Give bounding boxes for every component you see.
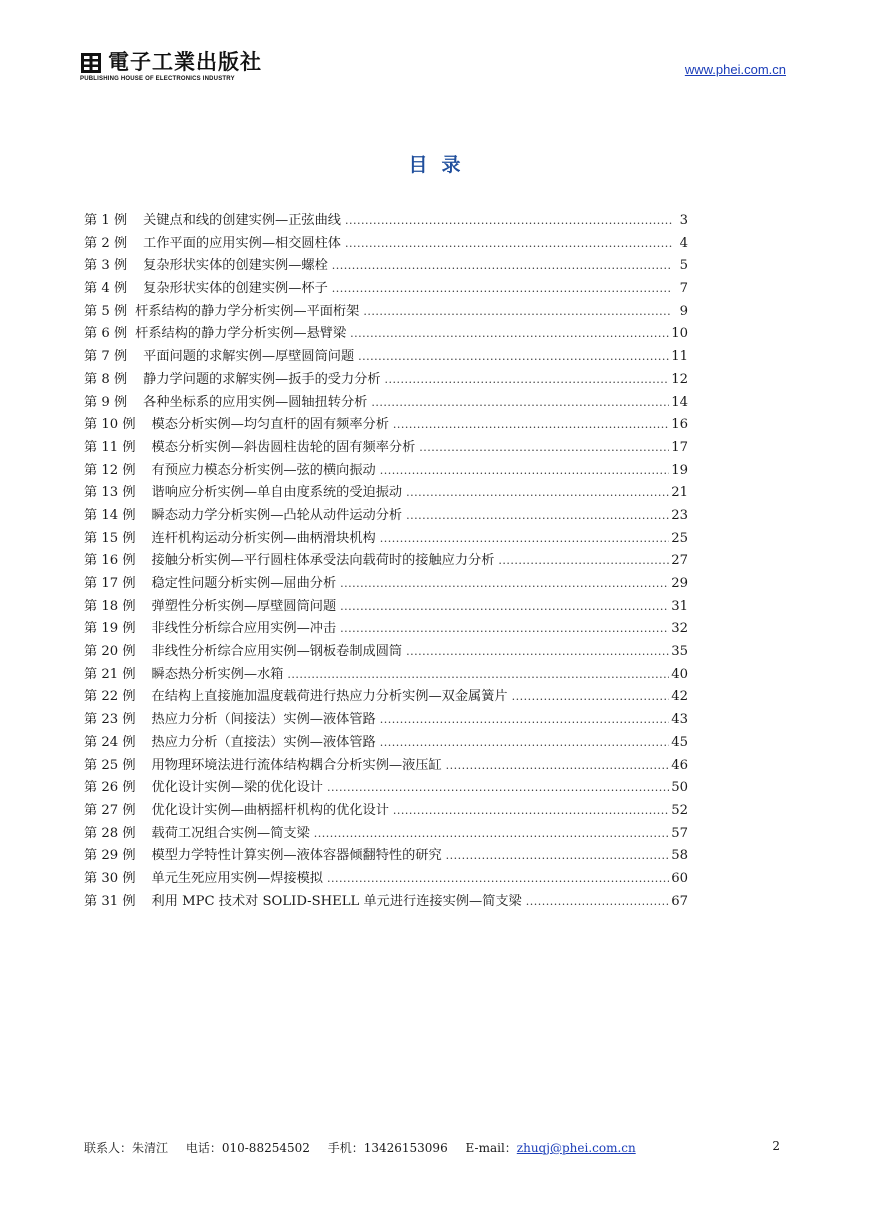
- toc-dot-leader: [340, 573, 669, 596]
- toc-entry-number: 第 5 例: [84, 303, 128, 319]
- toc-entry-number: 第 28 例: [84, 825, 136, 841]
- toc-entry[interactable]: [84, 528, 688, 551]
- toc-dot-leader: [406, 505, 669, 528]
- toc-entry-page: 67: [671, 893, 688, 909]
- publisher-emblem-icon: [80, 52, 102, 74]
- toc-entry-number: 第 10 例: [84, 417, 136, 433]
- toc-entry-title: 关键点和线的创建实例—正弦曲线: [143, 213, 341, 228]
- toc-entry-page: 50: [671, 780, 688, 796]
- publisher-name-cn: 電子工業出版社: [108, 49, 262, 74]
- toc-entry[interactable]: [84, 437, 688, 460]
- toc-dot-leader: [371, 392, 669, 415]
- toc-entry-number: 第 7 例: [84, 349, 128, 365]
- toc-entry[interactable]: [84, 755, 688, 778]
- toc-entry-number: 第 29 例: [84, 848, 136, 864]
- toc-entry-number: 第 3 例: [84, 258, 128, 274]
- toc-entry[interactable]: [84, 460, 688, 483]
- toc-entry-title: 平面问题的求解实例—厚壁圆筒问题: [143, 349, 355, 365]
- toc-entry-title: 静力学问题的求解实例—扳手的受力分析: [143, 371, 381, 387]
- publisher-logo: [78, 48, 278, 88]
- toc-entry-page: 10: [671, 326, 688, 342]
- toc-entry-title: 优化设计实例—梁的优化设计: [151, 780, 323, 796]
- toc-entry-number: 第 13 例: [84, 485, 136, 501]
- toc-entry-title: 在结构上直接施加温度载荷进行热应力分析实例—双金属簧片: [151, 689, 508, 705]
- footer-phone: 电话：010-88254502: [185, 1141, 310, 1155]
- toc-entry-page: 29: [671, 576, 688, 591]
- toc-entry-number: 第 22 例: [84, 689, 136, 705]
- toc-entry-title: 连杆机构运动分析实例—曲柄滑块机构: [151, 530, 376, 546]
- toc-entry-title: 各种坐标系的应用实例—圆轴扭转分析: [143, 394, 368, 410]
- toc-entry-number: 第 14 例: [84, 507, 136, 523]
- toc-dot-leader: [385, 369, 670, 392]
- toc-entry[interactable]: [84, 732, 688, 755]
- toc-entry[interactable]: [84, 709, 688, 732]
- toc-dot-leader: [380, 460, 669, 483]
- toc-entry-page: 16: [671, 417, 688, 433]
- toc-entry-title: 谐响应分析实例—单自由度系统的受迫振动: [151, 485, 403, 501]
- toc-entry-page: 60: [671, 870, 688, 886]
- toc-entry-number: 第 27 例: [84, 802, 136, 818]
- toc-entry[interactable]: [84, 777, 688, 800]
- toc-entry-page: 35: [671, 644, 688, 660]
- toc-dot-leader: [350, 323, 669, 346]
- toc-dot-leader: [332, 278, 672, 301]
- toc-entry-title: 用物理环境法进行流体结构耦合分析实例—液压缸: [151, 757, 442, 773]
- toc-entry-number: 第 6 例: [84, 326, 128, 342]
- toc-entry-title: 模态分析实例—斜齿圆柱齿轮的固有频率分析: [151, 439, 416, 455]
- toc-entry-title: 有预应力模态分析实例—弦的横向振动: [151, 462, 376, 478]
- website-link[interactable]: www.phei.com.cn: [684, 62, 786, 77]
- toc-entry-title: 杆系结构的静力学分析实例—平面桁架: [135, 303, 360, 319]
- toc-entry-number: 第 25 例: [84, 757, 136, 773]
- toc-entry-number: 第 24 例: [84, 734, 136, 750]
- toc-dot-leader: [406, 482, 669, 505]
- toc-entry-title: 非线性分析综合应用实例—冲击: [151, 621, 337, 637]
- toc-entry[interactable]: [84, 845, 688, 868]
- toc-dot-leader: [512, 686, 670, 709]
- toc-entry[interactable]: [84, 323, 688, 346]
- toc-entry-page: 46: [671, 757, 688, 773]
- toc-dot-leader: [287, 664, 669, 687]
- toc-entry-title: 非线性分析综合应用实例—钢板卷制成圆筒: [151, 644, 403, 660]
- toc-entry[interactable]: [84, 868, 688, 891]
- toc-entry-title: 弹塑性分析实例—厚壁圆筒问题: [151, 598, 337, 614]
- toc-dot-leader: [406, 641, 669, 664]
- toc-entry-title: 单元生死应用实例—焊接模拟: [151, 870, 323, 886]
- toc-entry[interactable]: [84, 573, 688, 596]
- toc-entry-title: 稳定性问题分析实例—屈曲分析: [151, 576, 337, 591]
- toc-dot-leader: [446, 845, 670, 868]
- toc-dot-leader: [498, 550, 669, 573]
- footer-email-link[interactable]: zhuqj@phei.com.cn: [516, 1141, 636, 1155]
- toc-entry-number: 第 8 例: [84, 371, 128, 387]
- toc-entry[interactable]: [84, 278, 688, 301]
- toc-entry-number: 第 26 例: [84, 780, 136, 796]
- toc-entry[interactable]: [84, 414, 688, 437]
- toc-entry[interactable]: [84, 800, 688, 823]
- toc-entry-title: 载荷工况组合实例—简支梁: [151, 825, 310, 841]
- toc-entry-page: 43: [671, 712, 688, 728]
- toc-dot-leader: [327, 868, 669, 891]
- toc-entry-number: 第 20 例: [84, 644, 136, 660]
- page-header: [78, 48, 786, 88]
- toc-dot-leader: [340, 618, 669, 641]
- toc-entry-page: 23: [671, 507, 688, 523]
- toc-entry-number: 第 17 例: [84, 576, 136, 591]
- footer-email-label: E-mail：: [465, 1141, 517, 1155]
- toc-entry-page: 17: [671, 439, 688, 455]
- toc-dot-leader: [345, 210, 672, 233]
- toc-entry-page: 42: [671, 689, 688, 705]
- toc-entry-page: 3: [679, 213, 688, 228]
- toc-dot-leader: [419, 437, 669, 460]
- toc-entry-title: 优化设计实例—曲柄摇杆机构的优化设计: [151, 802, 389, 818]
- toc-entry[interactable]: [84, 641, 688, 664]
- toc-entry-number: 第 11 例: [84, 439, 136, 455]
- toc-entry[interactable]: [84, 210, 688, 233]
- toc-entry-title: 模型力学特性计算实例—液体容器倾翻特性的研究: [151, 848, 442, 864]
- toc-entry-title: 热应力分析（直接法）实例—液体管路: [151, 734, 376, 750]
- toc-entry-title: 复杂形状实体的创建实例—杯子: [143, 281, 328, 297]
- toc-entry[interactable]: [84, 369, 688, 392]
- toc-entry-title: 利用 MPC 技术对 SOLID-SHELL 单元进行连接实例—简支梁: [151, 893, 522, 909]
- toc-entry[interactable]: [84, 823, 688, 846]
- toc-entry[interactable]: [84, 482, 688, 505]
- toc-entry-number: 第 19 例: [84, 621, 136, 637]
- toc-entry-title: 热应力分析（间接法）实例—液体管路: [151, 712, 376, 728]
- toc-entry[interactable]: [84, 686, 688, 709]
- toc-entry-page: 7: [679, 281, 688, 297]
- publisher-name-en: PUBLISHING HOUSE OF ELECTRONICS INDUSTRY: [80, 76, 235, 82]
- toc-entry[interactable]: [84, 346, 688, 369]
- toc-entry[interactable]: [84, 301, 688, 324]
- toc-entry-number: 第 15 例: [84, 530, 136, 546]
- toc-entry[interactable]: [84, 618, 688, 641]
- toc-entry-page: 5: [679, 258, 688, 274]
- toc-dot-leader: [363, 301, 672, 324]
- toc-entry[interactable]: [84, 596, 688, 619]
- toc-entry-title: 瞬态热分析实例—水箱: [151, 666, 284, 682]
- toc-entry-title: 复杂形状实体的创建实例—螺栓: [143, 258, 328, 274]
- toc-entry-number: 第 4 例: [84, 281, 128, 297]
- toc-entry[interactable]: [84, 392, 688, 415]
- footer-contact: 联系人：朱清江: [84, 1141, 169, 1155]
- toc-dot-leader: [526, 891, 669, 914]
- toc-entry-number: 第 2 例: [84, 235, 128, 251]
- toc-entry-page: 4: [679, 235, 688, 251]
- toc-entry-number: 第 21 例: [84, 666, 136, 682]
- toc-entry-title: 接触分析实例—平行圆柱体承受法向载荷时的接触应力分析: [151, 553, 495, 569]
- toc-entry-number: 第 12 例: [84, 462, 136, 478]
- toc-entry-number: 第 16 例: [84, 553, 136, 569]
- toc-entry-title: 工作平面的应用实例—相交圆柱体: [143, 235, 341, 251]
- toc-entry-number: 第 31 例: [84, 893, 136, 909]
- toc-dot-leader: [393, 414, 669, 437]
- toc-dot-leader: [332, 255, 672, 278]
- toc-entry-page: 45: [671, 734, 688, 750]
- toc-entry-page: 31: [671, 598, 688, 614]
- page-number: 2: [772, 1139, 780, 1153]
- toc-dot-leader: [345, 233, 672, 256]
- toc-entry-number: 第 18 例: [84, 598, 136, 614]
- toc-dot-leader: [314, 823, 669, 846]
- toc-dot-leader: [380, 732, 669, 755]
- toc-entry-page: 25: [671, 530, 688, 546]
- toc-entry-page: 19: [671, 462, 688, 478]
- toc-entry-title: 模态分析实例—均匀直杆的固有频率分析: [151, 417, 389, 433]
- toc-entry-page: 57: [671, 825, 688, 841]
- toc-entry-title: 杆系结构的静力学分析实例—悬臂梁: [135, 326, 347, 342]
- toc-entry[interactable]: [84, 505, 688, 528]
- toc-entry[interactable]: [84, 664, 688, 687]
- toc-entry-number: 第 1 例: [84, 213, 128, 228]
- toc-entry[interactable]: [84, 233, 688, 256]
- table-of-contents: [84, 210, 688, 913]
- toc-dot-leader: [358, 346, 669, 369]
- toc-entry[interactable]: [84, 255, 688, 278]
- toc-entry-number: 第 23 例: [84, 712, 136, 728]
- toc-entry-page: 12: [671, 371, 688, 387]
- toc-dot-leader: [393, 800, 669, 823]
- toc-entry-page: 21: [671, 485, 688, 501]
- page-title: 目录: [408, 154, 475, 176]
- toc-entry[interactable]: [84, 550, 688, 573]
- toc-dot-leader: [380, 709, 669, 732]
- footer-mobile: 手机：13426153096: [327, 1141, 448, 1155]
- toc-entry[interactable]: [84, 891, 688, 914]
- toc-dot-leader: [446, 755, 670, 778]
- toc-entry-page: 52: [671, 802, 688, 818]
- toc-entry-title: 瞬态动力学分析实例—凸轮从动件运动分析: [151, 507, 403, 523]
- toc-entry-page: 58: [671, 848, 688, 864]
- toc-entry-page: 11: [671, 349, 688, 365]
- toc-dot-leader: [327, 777, 669, 800]
- toc-entry-page: 9: [679, 303, 688, 319]
- toc-entry-number: 第 30 例: [84, 870, 136, 886]
- toc-entry-page: 32: [671, 621, 688, 637]
- toc-entry-page: 14: [671, 394, 688, 410]
- toc-entry-number: 第 9 例: [84, 394, 128, 410]
- toc-dot-leader: [340, 596, 669, 619]
- toc-dot-leader: [380, 528, 669, 551]
- page-footer: [84, 1139, 780, 1156]
- toc-entry-page: 27: [671, 553, 688, 569]
- toc-entry-page: 40: [671, 666, 688, 682]
